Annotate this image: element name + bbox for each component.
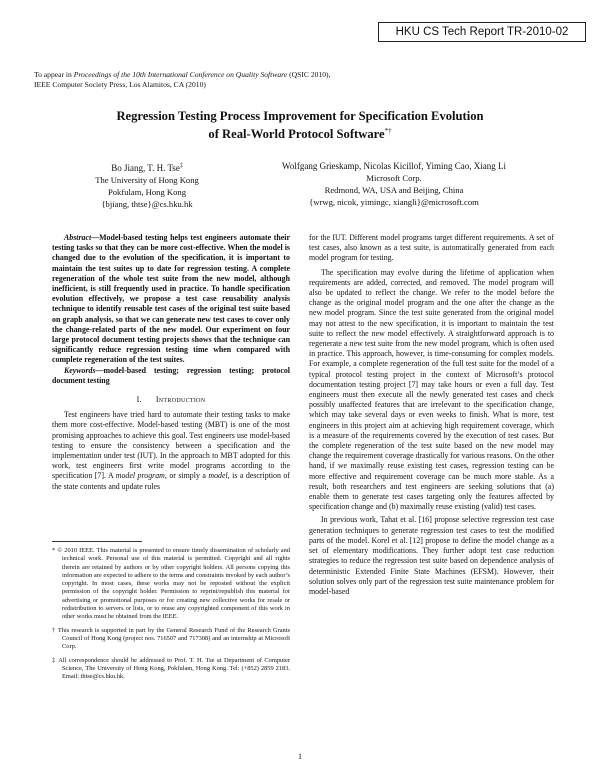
intro-text-b: , or simply a xyxy=(164,471,209,481)
footnote-rule xyxy=(52,541,142,542)
keywords-text: —model-based testing; regression testing; protocol document testing xyxy=(52,365,290,385)
left-column xyxy=(52,233,290,492)
section-title: Introduction xyxy=(155,395,206,405)
abstract-text: —Model-based testing helps test engineers automate their testing tasks so that they can be more cost-effective. When the model is changed due to the evolution of the specification, it is important to maintain the test suites up to date for regression testing. A complete regeneration of the whole test suite from the new model, although inefficient, is still frequently used in practice. To handle specification evolution effectively, we propose a test case reusability analysis technique to identify reusable test cases of the original test suite based on graph analysis, so that we can generate new test cases to cover only the change-related parts of the new model. Our experiment on four large protocol document testing projects shows that the technique can significantly reduce regression testing time when compared with complete regeneration of the test suites. xyxy=(52,233,290,365)
keywords-label: Keywords xyxy=(64,365,96,375)
footnote-correspondence xyxy=(52,657,290,682)
footnote-text: All correspondence should be addressed to Prof. T. H. Tse at Department of Computer Science, The University of Hong Kong, Pokfulam, Hong Kong. Tel: (+852) 2859 2183. Email: thtse@cs.hku.hk. xyxy=(58,656,290,681)
author-names-hku: Bo Jiang, T. H. Tse xyxy=(111,163,180,173)
author-mark-hku: ‡ xyxy=(179,163,183,169)
title-marks: *† xyxy=(384,127,392,135)
intro-text-c: , is a description of the state contents and update rules xyxy=(52,471,290,491)
authors-microsoft xyxy=(238,160,550,208)
footnote-mark: * xyxy=(52,547,56,554)
body-paragraph-continued: for the IUT. Different model programs target different requirements. A set of test cases, also known as a test suite, is automatically generated from each model program for testing. xyxy=(309,233,554,263)
authors-hku xyxy=(62,160,232,210)
right-column xyxy=(309,233,554,597)
body-paragraph: The specification may evolve during the lifetime of application when requirements are added, corrected, and removed. The model program will also be updated to reflect the change. We refer to the model before the change as the original model program and the one after the change as the new model program. Since the test suite generated from the original model may not attest to the new specification, it is important to maintain the test suite to reflect the new model effectively. A straightforward approach is to regenerate a new test suite from the new model program, which is often used in practice. This approach, however, is time-consuming for complex models. For example, a complete regeneration of the full test suite for the model of a typical protocol testing project in the context of Microsoft’s protocol documentation testing project [7] may take hours or even a full day. Test engineers must then execute all the newly generated test cases and check possibly unaffected features that are irrelevant to the specification change, which may take several days or even weeks to finish. What is more, test engineers in this project aim at achieving high requirement coverage, which is a measure of the requirements covered by the execution of test cases. But the complete regeneration of the test suite based on the new model may change the requirement coverage drastically for various reasons. On the other hand, if we maximally reuse existing test cases, regression testing can be more effective and requirement coverage can be much more stable. As a result, both researchers and test engineers are seeking solutions that (a) enable them to generate test cases targeting only the features affected by specification change and (b) maximally reuse existing (valid) test cases. xyxy=(309,267,554,512)
venue-proceedings: Proceedings of the 10th International Conference on Quality Software xyxy=(73,70,288,79)
section-heading xyxy=(52,395,290,405)
term-model: model xyxy=(208,471,228,481)
email-hku: {bjiang, thtse}@cs.hku.hk xyxy=(101,199,193,209)
footnote-copyright xyxy=(52,547,290,622)
term-model-program: model program xyxy=(115,471,165,481)
footnotes xyxy=(52,547,290,686)
venue-note xyxy=(34,70,574,90)
affiliation-hku: The University of Hong Kong xyxy=(95,175,199,185)
email-microsoft: {wrwg, nicok, yimingc, xiangli}@microsoft.com xyxy=(309,197,479,207)
venue-suffix: (QSIC 2010), xyxy=(287,70,331,79)
footnote-mark: ‡ xyxy=(52,656,57,664)
footnote-text: This research is supported in part by the General Research Fund of the Research Grants Council of Hong Kong (project nos. 716507 and 717308) and an internship at Microsoft Corp. xyxy=(57,626,291,651)
location-microsoft: Redmond, WA, USA and Beijing, China xyxy=(324,185,464,195)
venue-publisher: IEEE Computer Society Press, Los Alamitos, CA (2010) xyxy=(34,80,206,89)
keywords xyxy=(52,366,290,386)
title-line-1: Regression Testing Process Improvement for Specification Evolution xyxy=(116,109,484,123)
intro-text-a: Test engineers have tried hard to automate their testing tasks to make them more cost-effective. Model-based testing (MBT) is one of the most promising approaches to achieve this goal. Test engineers use model-based testing to ensure the consistency between a specification and the implementation under test (IUT). In the approach to MBT adopted for this work, test engineers first write model programs according to the specification [7]. A xyxy=(52,410,290,481)
location-hku: Pokfulam, Hong Kong xyxy=(107,187,187,197)
footnote-text: © 2010 IEEE. This material is presented to ensure timely dissemination of scholarly and technical work. Personal use of this material is permitted. Copyright and all rights therein are retained by authors or by other copyright holders. All persons copying this information are expected to adhere to the terms and constraints invoked by each author’s copyright. In most cases, these works may not be reposted without the explicit permission of the copyright holder. Permission to reprint/republish this material for advertising or promotional purposes or for creating new collective works for resale or redistribution to servers or lists, or to reuse any copyrighted component of this work in other works must be obtained from the IEEE. xyxy=(57,547,290,621)
tech-report-label: HKU CS Tech Report TR-2010-02 xyxy=(378,22,586,42)
affiliation-microsoft: Microsoft Corp. xyxy=(366,173,422,183)
intro-paragraph xyxy=(52,410,290,492)
paper-title xyxy=(60,109,540,142)
venue-prefix: To appear in xyxy=(34,70,74,79)
abstract-label: Abstract xyxy=(64,233,92,242)
footnote-funding xyxy=(52,627,290,652)
footnote-mark: † xyxy=(52,626,56,634)
body-paragraph: In previous work, Tahat et al. [16] propose selective regression test case generation techniques to generate regression test cases to test the modified parts of the model. Korel et al. [12] propose to define the model change as a set of elementary modifications. They further adopt test case reduction strategies to reduce the regression test suite based on dependence analysis of deterministic Extended Finite State Machines (EFSM). However, their solution solves only part of the regression test suite maintenance problem for model-based xyxy=(309,515,554,596)
abstract xyxy=(52,233,290,366)
author-names-microsoft: Wolfgang Grieskamp, Nicolas Kicillof, Yiming Cao, Xiang Li xyxy=(282,161,506,171)
section-number: I. xyxy=(136,395,142,405)
title-line-2: of Real-World Protocol Software xyxy=(208,127,385,142)
page-number: 1 xyxy=(298,752,302,761)
